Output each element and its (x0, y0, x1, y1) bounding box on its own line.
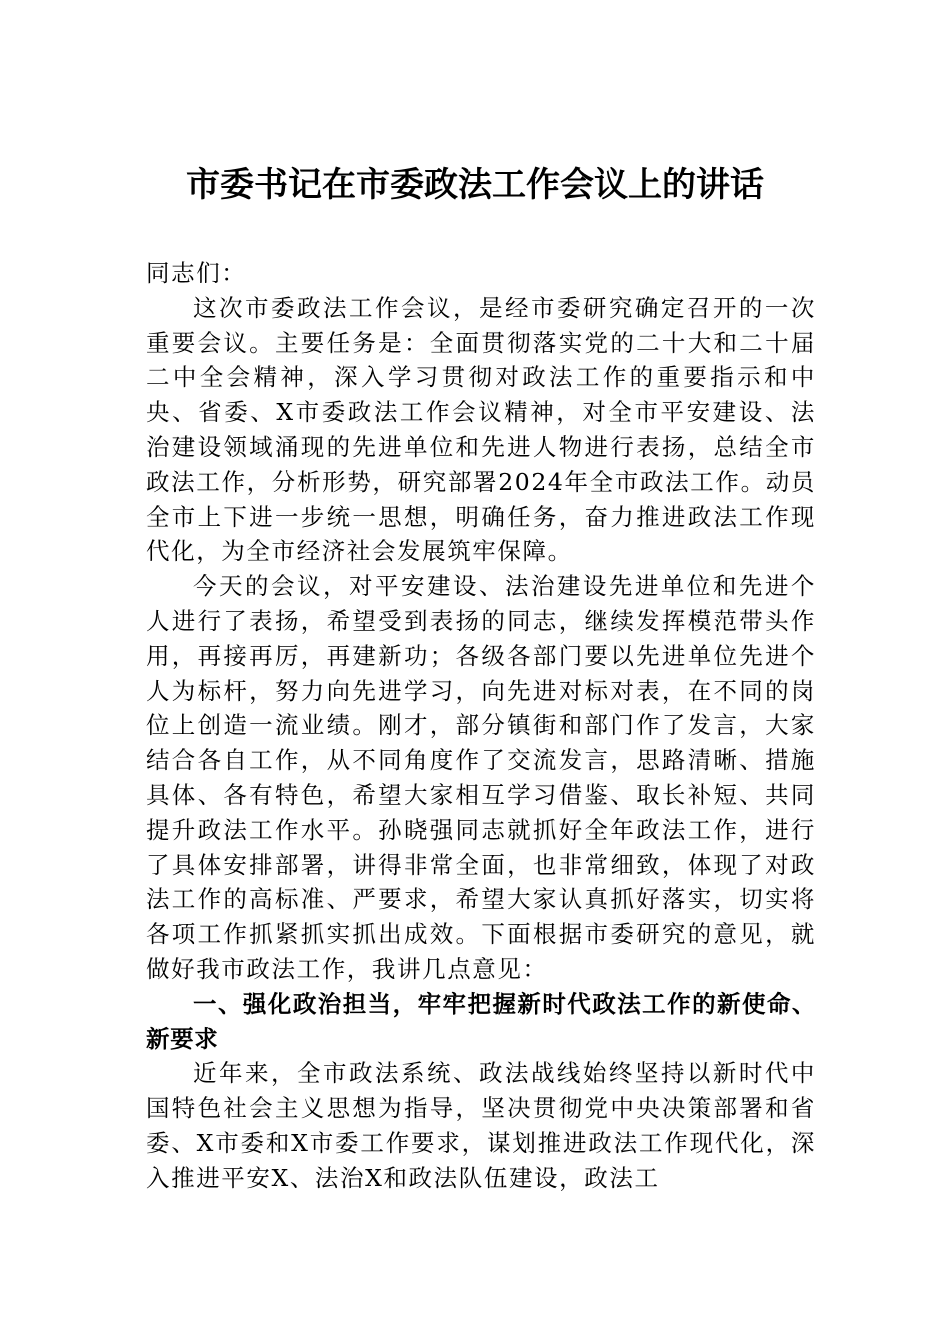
salutation: 同志们： (146, 259, 247, 287)
document-body (146, 256, 816, 1196)
body-paragraph-1: 这次市委政法工作会议，是经市委研究确定召开的一次重要会议。主要任务是：全面贯彻落实党的二十大和二十届二中全会精神，深入学习贯彻对政法工作的重要指示和中央、省委、X市委政法工作会议精神，对全市平安建设、法治建设领域涌现的先进单位和先进人物进行表扬，总结全市政法工作，分析形势，研究部署2024年全市政法工作。动员全市上下进一步统一思想，明确任务，奋力推进政法工作现代化，为全市经济社会发展筑牢保障。 (146, 293, 816, 566)
body-paragraph-2: 今天的会议，对平安建设、法治建设先进单位和先进个人进行了表扬，希望受到表扬的同志，继续发挥模范带头作用，再接再厉，再建新功；各级各部门要以先进单位先进个人为标杆，努力向先进学习，向先进对标对表，在不同的岗位上创造一流业绩。刚才，部分镇街和部门作了发言，大家结合各自工作，从不同角度作了交流发言，思路清晰、措施具体、各有特色，希望大家相互学习借鉴、取长补短、共同提升政法工作水平。孙晓强同志就抓好全年政法工作，进行了具体安排部署，讲得非常全面，也非常细致，体现了对政法工作的高标准、严要求，希望大家认真抓好落实，切实将各项工作抓紧抓实抓出成效。下面根据市委研究的意见，就做好我市政法工作，我讲几点意见： (146, 572, 816, 983)
document-title: 市委书记在市委政法工作会议上的讲话 (186, 165, 764, 205)
section-heading: 一、强化政治担当，牢牢把握新时代政法工作的新使命、新要求 (146, 989, 816, 1053)
section-paragraph: 近年来，全市政法系统、政法战线始终坚持以新时代中国特色社会主义思想为指导，坚决贯彻党中央决策部署和省委、X市委和X市委工作要求，谋划推进政法工作现代化，深入推进平安X、法治X和政法队伍建设，政法工 (146, 1059, 816, 1192)
